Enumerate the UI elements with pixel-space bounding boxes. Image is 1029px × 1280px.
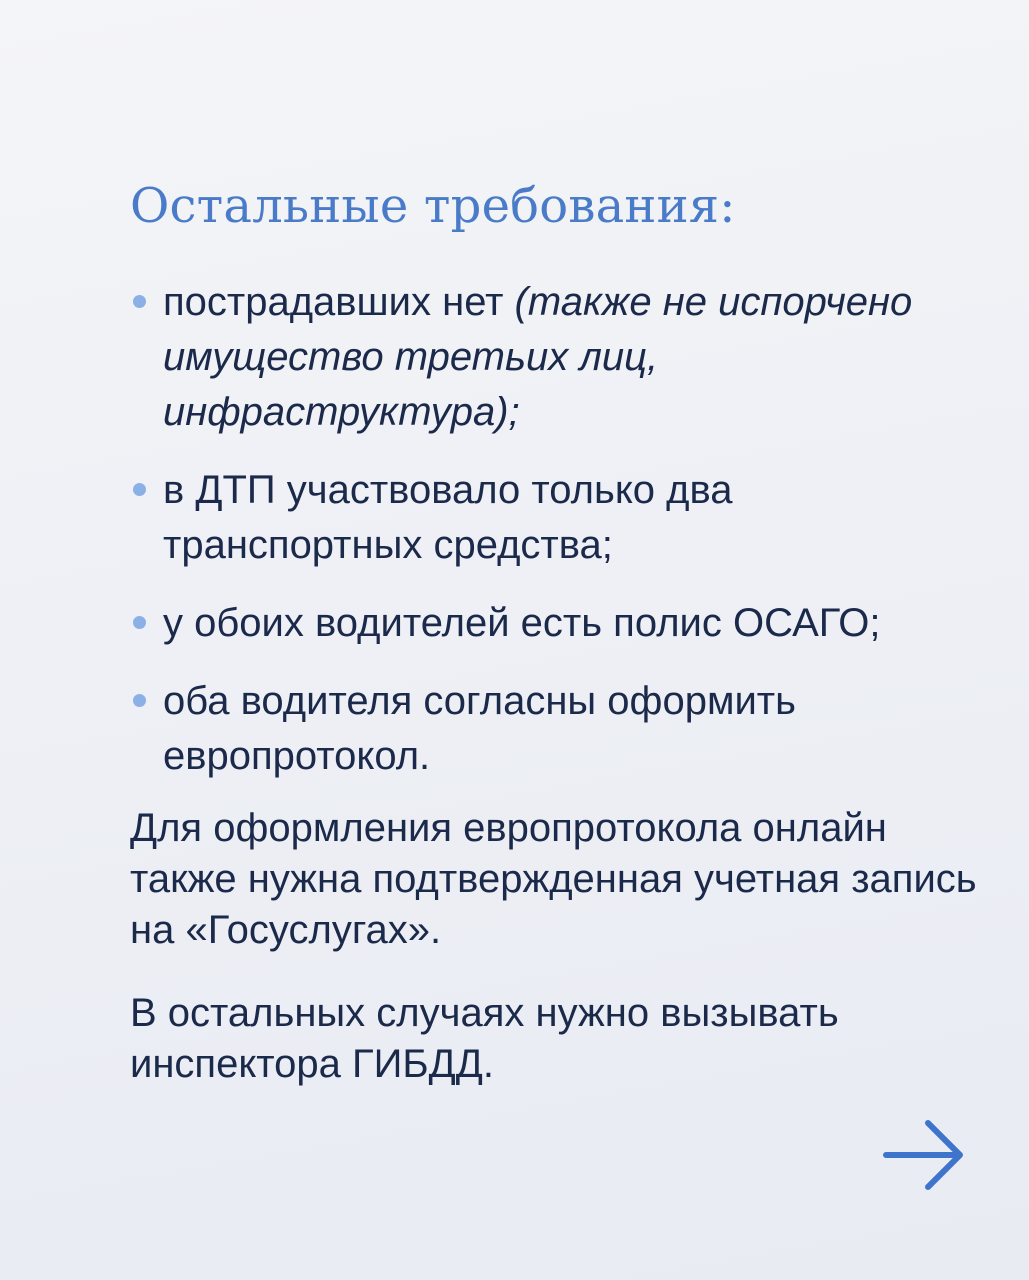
bullet-icon (133, 694, 146, 707)
bullet-icon (133, 295, 146, 308)
list-item (130, 674, 970, 784)
page-title: Остальные требования: (130, 178, 736, 234)
list-item-text: пострадавших нет (163, 280, 515, 324)
list-item-text: оба водителя согласны оформить европротокол. (163, 679, 796, 778)
bullet-icon (133, 483, 146, 496)
list-item (130, 596, 970, 651)
list-item-text: у обоих водителей есть полис ОСАГО; (163, 601, 881, 645)
list-item-text: в ДТП участвовало только два транспортных средства; (163, 468, 733, 567)
list-item (130, 275, 970, 440)
bullet-icon (133, 616, 146, 629)
gosuslugi-note: Для оформления европротокола онлайн также нужна подтвержденная учетная запись на «Госуслугах». (130, 806, 977, 952)
arrow-right-icon (880, 1115, 970, 1195)
list-item-note: (также не испорчено имущество третьих лиц, инфраструктура); (163, 280, 913, 434)
requirements-list (130, 275, 970, 807)
next-button[interactable] (880, 1115, 970, 1195)
list-item (130, 463, 970, 573)
inspector-note: В остальных случаях нужно вызывать инспектора ГИБДД. (130, 991, 839, 1086)
